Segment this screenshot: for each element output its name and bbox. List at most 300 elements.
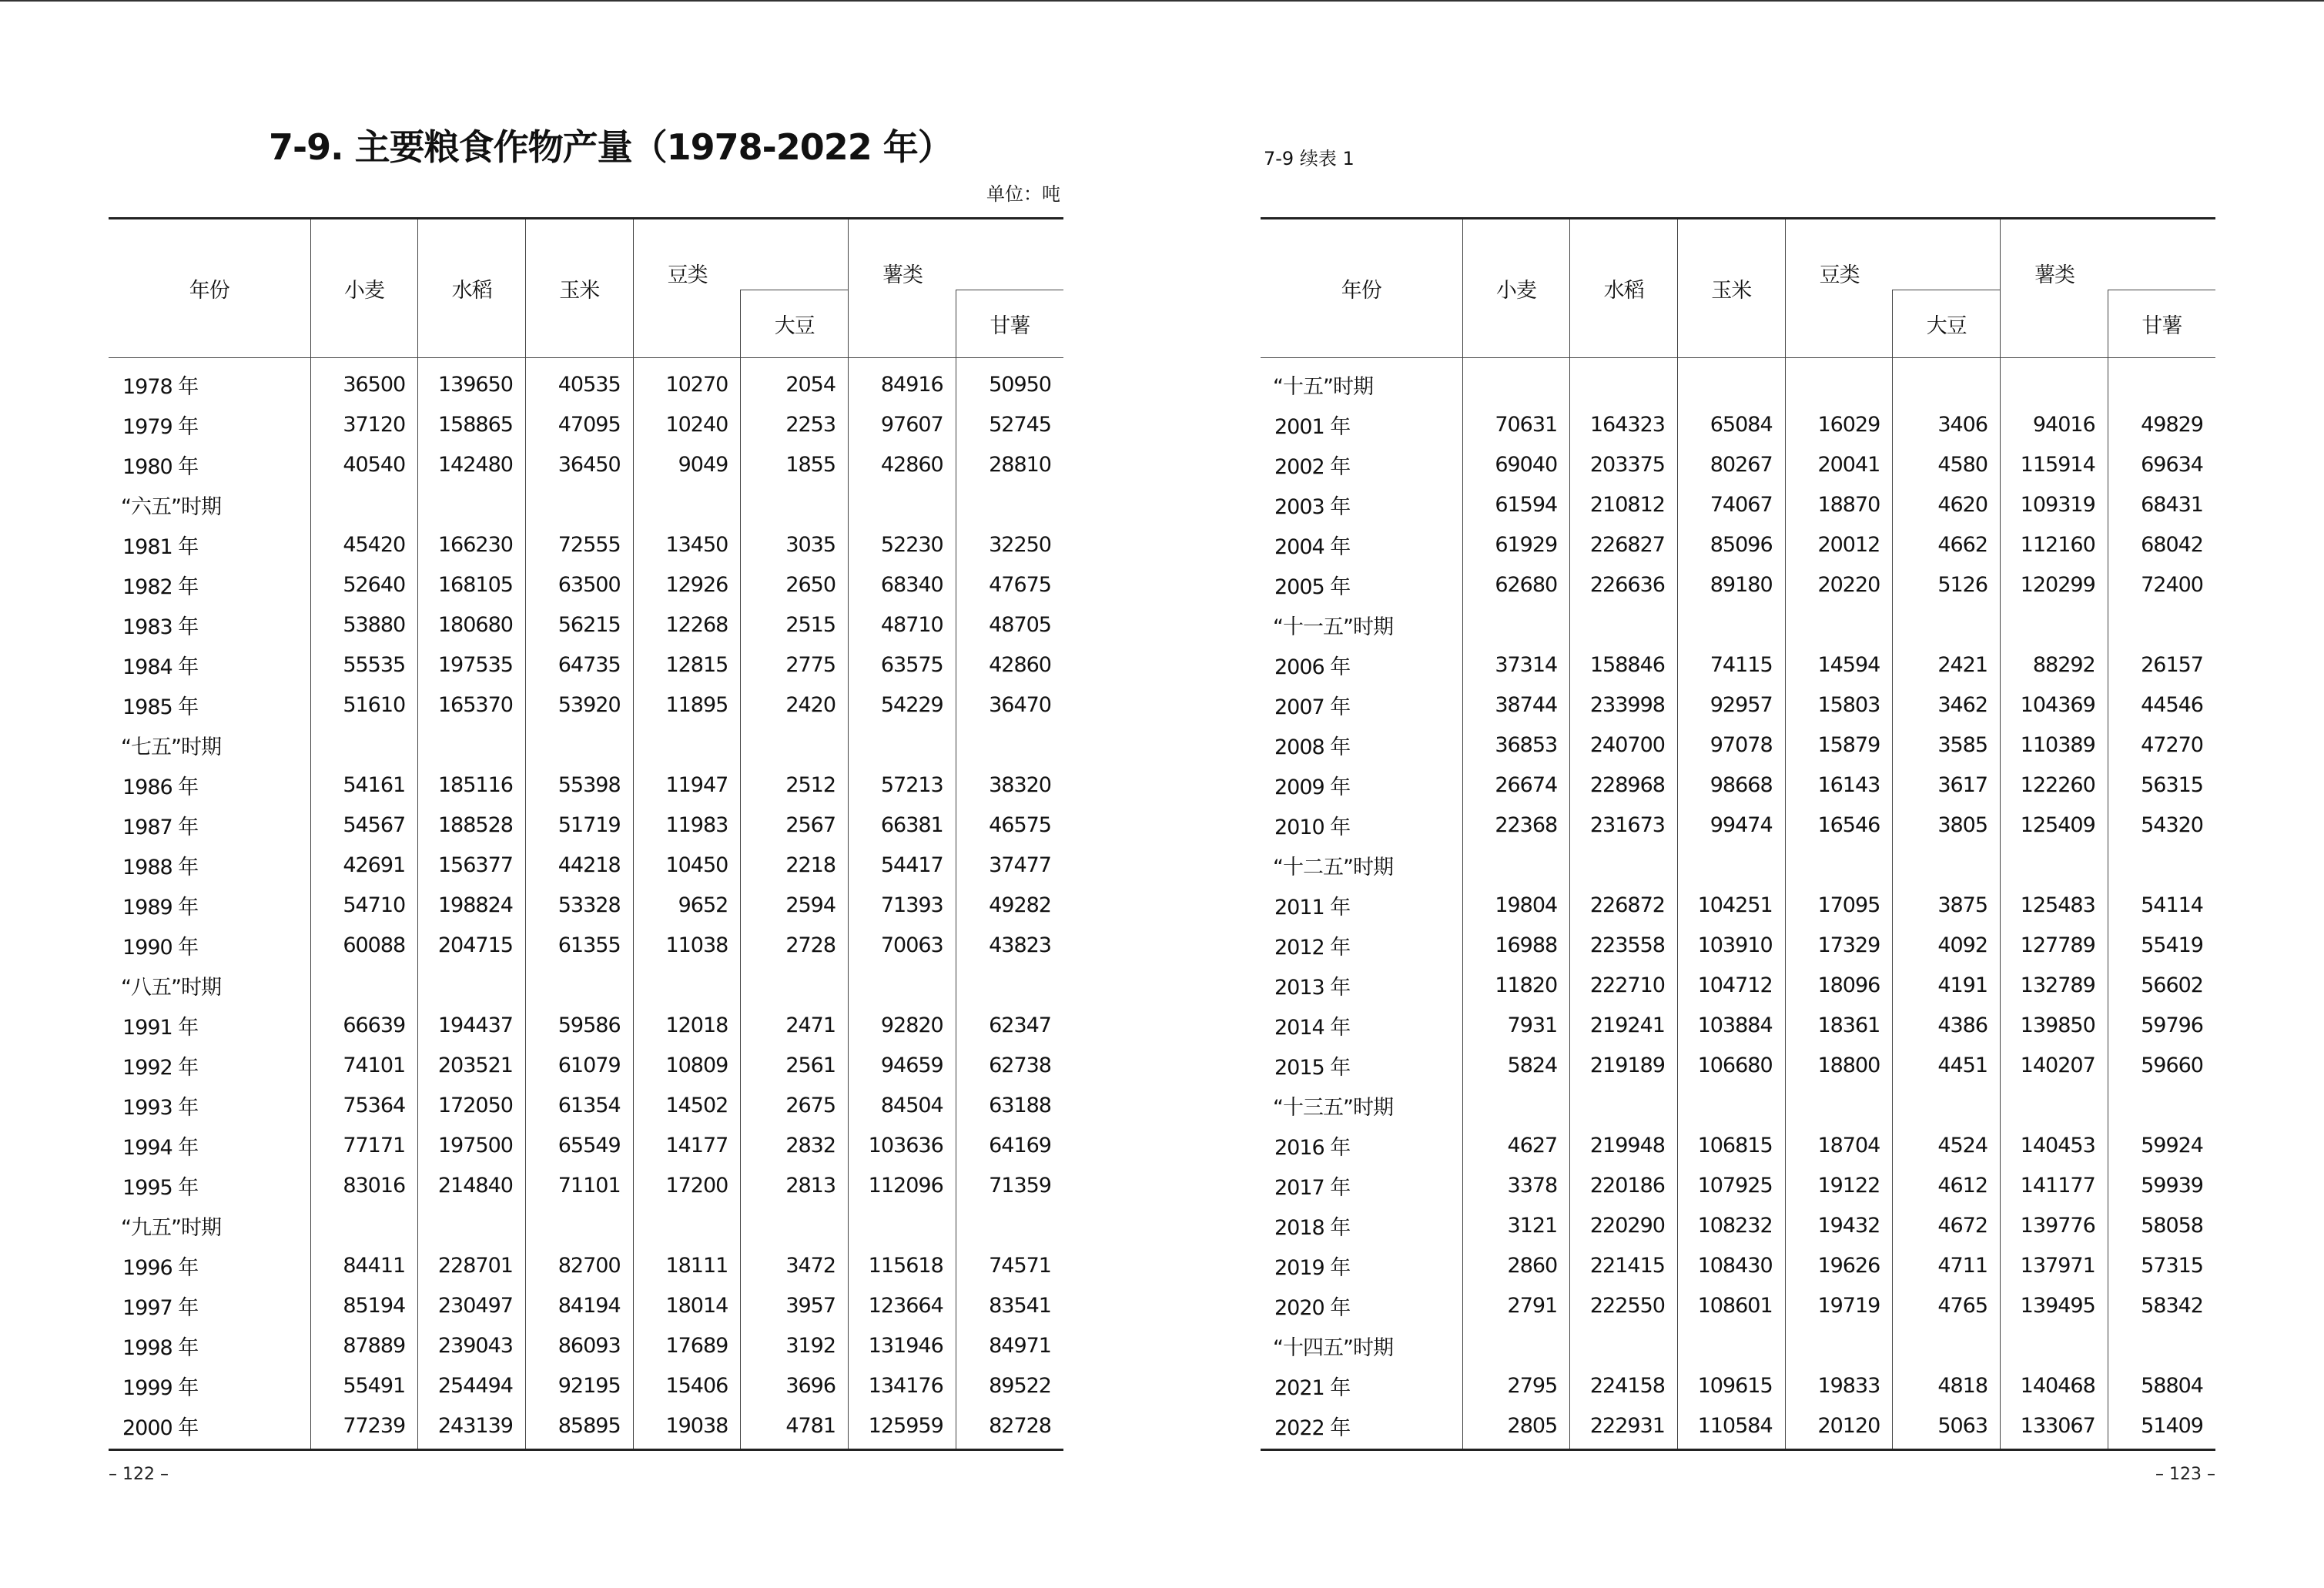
cell-sweet-potato: 49282 [956,885,1063,925]
cell-tubers: 68340 [849,565,956,605]
cell-corn: 107925 [1677,1165,1785,1205]
cell-beans [1785,1325,1893,1365]
cell-tubers: 125483 [2001,885,2108,925]
table-body-left [109,358,1063,1450]
table-row [109,765,1063,805]
cell-beans [1785,845,1893,885]
table-row [109,1045,1063,1085]
cell-tubers: 94659 [849,1045,956,1085]
cell-sweet-potato: 26157 [2108,645,2215,685]
cell-sweet-potato: 82728 [956,1405,1063,1450]
header-tubers-group [2001,219,2215,290]
cell-tubers [2001,358,2108,405]
cell-beans [633,484,741,524]
table-row [1261,484,2215,524]
cell-corn: 55398 [525,765,633,805]
cell-soybean: 4524 [1893,1125,2001,1165]
cell-year: 2020 年 [1274,1295,1351,1320]
cell-soybean: 3875 [1893,885,2001,925]
cell-rice: 142480 [418,444,526,484]
cell-soybean: 3406 [1893,404,2001,444]
cell-rice: 231673 [1570,805,1678,845]
cell-rice: 197500 [418,1125,526,1165]
cell-sweet-potato: 59796 [2108,1005,2215,1045]
period-row [1261,605,2215,645]
cell-beans: 15879 [1785,725,1893,765]
cell-wheat: 55491 [310,1365,418,1405]
cell-rice: 164323 [1570,404,1678,444]
cell-sweet-potato: 44546 [2108,685,2215,725]
cell-tubers: 115618 [849,1245,956,1285]
period-label: “十二五”时期 [1273,855,1393,879]
cell-sweet-potato: 56315 [2108,765,2215,805]
cell-corn: 99474 [1677,805,1785,845]
cell-sweet-potato: 59924 [2108,1125,2215,1165]
cell-corn: 84194 [525,1285,633,1325]
cell-wheat: 45420 [310,524,418,565]
cell-corn: 36450 [525,444,633,484]
cell-tubers: 104369 [2001,685,2108,725]
cell-beans: 15406 [633,1365,741,1405]
table-row [109,1365,1063,1405]
cell-wheat: 42691 [310,845,418,885]
cell-wheat: 62680 [1462,565,1570,605]
cell-corn [1677,1325,1785,1365]
cell-rice: 224158 [1570,1365,1678,1405]
cell-corn [525,965,633,1005]
cell-soybean [1893,845,2001,885]
cell-beans: 19626 [1785,1245,1893,1285]
table-row [1261,1125,2215,1165]
cell-corn: 61354 [525,1085,633,1125]
cell-sweet-potato: 49829 [2108,404,2215,444]
table-row [1261,1245,2215,1285]
cell-rice: 172050 [418,1085,526,1125]
cell-rice: 203521 [418,1045,526,1085]
cell-soybean: 2832 [741,1125,849,1165]
cell-corn: 63500 [525,565,633,605]
cell-tubers: 140453 [2001,1125,2108,1165]
cell-sweet-potato: 46575 [956,805,1063,845]
table-row [109,925,1063,965]
cell-beans: 10450 [633,845,741,885]
cell-soybean: 4620 [1893,484,2001,524]
cell-wheat: 22368 [1462,805,1570,845]
period-row [109,965,1063,1005]
table-row [109,358,1063,405]
cell-sweet-potato: 47675 [956,565,1063,605]
cell-rice: 220290 [1570,1205,1678,1245]
cell-sweet-potato: 43823 [956,925,1063,965]
cell-sweet-potato: 28810 [956,444,1063,484]
table-row [1261,1005,2215,1045]
cell-year: 1990 年 [122,935,199,960]
cell-year: 2006 年 [1274,655,1351,679]
cell-beans: 12268 [633,605,741,645]
cell-beans: 16029 [1785,404,1893,444]
cell-rice: 219241 [1570,1005,1678,1045]
cell-sweet-potato: 42860 [956,645,1063,685]
cell-tubers: 132789 [2001,965,2108,1005]
cell-soybean: 2728 [741,925,849,965]
cell-year: 2001 年 [1274,414,1351,439]
cell-tubers: 66381 [849,805,956,845]
page-number: – 123 – [2155,1465,2215,1484]
cell-corn [1677,358,1785,405]
cell-year: 1993 年 [122,1095,199,1120]
table-row [1261,925,2215,965]
cell-soybean: 2594 [741,885,849,925]
cell-tubers: 115914 [2001,444,2108,484]
cell-rice [418,965,526,1005]
header-beans-group [633,219,848,290]
cell-corn: 65549 [525,1125,633,1165]
cell-year: 2003 年 [1274,494,1351,519]
cell-beans: 17095 [1785,885,1893,925]
table-row [1261,805,2215,845]
cell-beans: 12815 [633,645,741,685]
cell-rice [418,725,526,765]
cell-rice: 180680 [418,605,526,645]
period-label: “十五”时期 [1273,374,1373,399]
cell-sweet-potato [956,725,1063,765]
cell-soybean [1893,1085,2001,1125]
cell-corn: 106680 [1677,1045,1785,1085]
cell-year: 2002 年 [1274,454,1351,479]
cell-soybean [741,484,849,524]
cell-wheat: 70631 [1462,404,1570,444]
cell-corn: 53328 [525,885,633,925]
cell-year: 1996 年 [122,1255,199,1280]
cell-corn: 98668 [1677,765,1785,805]
period-row [1261,845,2215,885]
header-soybean: 大豆 [741,290,849,358]
cell-rice: 156377 [418,845,526,885]
cell-tubers: 103636 [849,1125,956,1165]
cell-rice [1570,358,1678,405]
cell-sweet-potato: 32250 [956,524,1063,565]
cell-wheat [310,484,418,524]
period-label: “十四五”时期 [1273,1335,1393,1360]
cell-wheat: 54710 [310,885,418,925]
cell-year: 1999 年 [122,1375,199,1400]
cell-tubers: 140468 [2001,1365,2108,1405]
cell-sweet-potato: 59939 [2108,1165,2215,1205]
table-row [1261,1165,2215,1205]
cell-soybean: 4451 [1893,1045,2001,1085]
cell-beans [1785,1085,1893,1125]
cell-year: 1981 年 [122,534,199,559]
cell-year: 1979 年 [122,414,199,439]
page-number: – 122 – [109,1465,169,1484]
cell-year: 2009 年 [1274,775,1351,799]
cell-corn: 59586 [525,1005,633,1045]
cell-rice: 219948 [1570,1125,1678,1165]
cell-beans: 18800 [1785,1045,1893,1085]
cell-beans: 20120 [1785,1405,1893,1450]
cell-year: 1991 年 [122,1015,199,1040]
cell-sweet-potato: 51409 [2108,1405,2215,1450]
cell-corn: 97078 [1677,725,1785,765]
grain-output-table-left [109,217,1063,1451]
cell-beans: 14177 [633,1125,741,1165]
cell-tubers: 140207 [2001,1045,2108,1085]
cell-wheat: 77171 [310,1125,418,1165]
cell-beans: 15803 [1785,685,1893,725]
cell-sweet-potato [2108,358,2215,405]
cell-beans: 10270 [633,358,741,405]
cell-soybean [1893,605,2001,645]
table-row [1261,524,2215,565]
cell-sweet-potato: 58804 [2108,1365,2215,1405]
cell-wheat: 55535 [310,645,418,685]
cell-tubers: 70063 [849,925,956,965]
cell-wheat: 11820 [1462,965,1570,1005]
cell-soybean: 3192 [741,1325,849,1365]
table-row [109,524,1063,565]
cell-tubers: 97607 [849,404,956,444]
cell-sweet-potato [2108,845,2215,885]
cell-year: 1978 年 [122,374,199,399]
table-row [1261,765,2215,805]
cell-corn [525,484,633,524]
cell-sweet-potato: 84971 [956,1325,1063,1365]
cell-year: 1980 年 [122,454,199,479]
table-row [1261,1205,2215,1245]
cell-tubers [2001,605,2108,645]
period-row [1261,358,2215,405]
cell-wheat: 69040 [1462,444,1570,484]
table-row [109,1285,1063,1325]
cell-rice [1570,845,1678,885]
cell-beans [633,725,741,765]
cell-sweet-potato [956,965,1063,1005]
cell-corn: 104712 [1677,965,1785,1005]
cell-tubers: 84916 [849,358,956,405]
cell-wheat: 77239 [310,1405,418,1450]
cell-beans: 11895 [633,685,741,725]
cell-corn: 64735 [525,645,633,685]
cell-rice: 239043 [418,1325,526,1365]
header-rice: 水稻 [418,219,526,358]
cell-corn: 74067 [1677,484,1785,524]
period-label: “十三五”时期 [1273,1095,1393,1120]
cell-tubers: 84504 [849,1085,956,1125]
cell-beans [633,965,741,1005]
header-tubers: 薯类 [882,263,923,287]
cell-year: 2016 年 [1274,1135,1351,1160]
cell-beans [1785,605,1893,645]
table-row [1261,1285,2215,1325]
cell-soybean: 4765 [1893,1285,2001,1325]
cell-sweet-potato [2108,1085,2215,1125]
cell-beans: 17200 [633,1165,741,1205]
cell-wheat: 60088 [310,925,418,965]
cell-sweet-potato [956,484,1063,524]
cell-soybean: 4092 [1893,925,2001,965]
cell-beans: 18704 [1785,1125,1893,1165]
cell-soybean: 4711 [1893,1245,2001,1285]
header-soybean: 大豆 [1893,290,2001,358]
cell-rice: 226872 [1570,885,1678,925]
grain-output-table-right [1261,217,2215,1451]
period-label: “十一五”时期 [1273,615,1393,639]
cell-wheat: 85194 [310,1285,418,1325]
cell-year: 2007 年 [1274,695,1351,719]
header-tubers-group [849,219,1063,290]
cell-beans [633,1205,741,1245]
table-row [109,885,1063,925]
cell-wheat: 7931 [1462,1005,1570,1045]
cell-sweet-potato [956,1205,1063,1245]
header-rice: 水稻 [1570,219,1678,358]
cell-wheat: 53880 [310,605,418,645]
cell-sweet-potato: 59660 [2108,1045,2215,1085]
cell-beans: 19432 [1785,1205,1893,1245]
cell-wheat: 4627 [1462,1125,1570,1165]
page-title: 7-9. 主要粮食作物产量（1978-2022 年） [269,126,953,168]
cell-wheat: 3121 [1462,1205,1570,1245]
cell-beans: 12926 [633,565,741,605]
cell-wheat: 52640 [310,565,418,605]
tubers-subcell [2001,290,2108,358]
cell-beans: 20012 [1785,524,1893,565]
cell-beans: 16143 [1785,765,1893,805]
table-row [109,685,1063,725]
cell-corn: 56215 [525,605,633,645]
cell-sweet-potato: 64169 [956,1125,1063,1165]
cell-year: 2018 年 [1274,1215,1351,1240]
cell-tubers: 94016 [2001,404,2108,444]
cell-tubers: 139776 [2001,1205,2108,1245]
period-row [109,1205,1063,1245]
cell-rice: 158865 [418,404,526,444]
cell-year: 2022 年 [1261,1405,1462,1450]
unit-label: 单位：吨 [986,183,1060,205]
cell-year: 2017 年 [1274,1175,1351,1200]
cell-tubers: 88292 [2001,645,2108,685]
cell-soybean: 3696 [741,1365,849,1405]
cell-corn: 108430 [1677,1245,1785,1285]
cell-wheat: 84411 [310,1245,418,1285]
table-body-right [1261,358,2215,1450]
cell-corn: 92957 [1677,685,1785,725]
cell-rice: 214840 [418,1165,526,1205]
table-row [1261,1405,2215,1450]
cell-sweet-potato: 74571 [956,1245,1063,1285]
cell-sweet-potato: 37477 [956,845,1063,885]
cell-rice: 220186 [1570,1165,1678,1205]
cell-wheat: 83016 [310,1165,418,1205]
period-label: “九五”时期 [121,1215,221,1240]
cell-wheat: 2860 [1462,1245,1570,1285]
cell-wheat: 36853 [1462,725,1570,765]
cell-soybean: 5063 [1893,1405,2001,1450]
cell-corn [1677,845,1785,885]
header-beans-group [1785,219,2000,290]
cell-rice: 228968 [1570,765,1678,805]
cell-soybean: 3472 [741,1245,849,1285]
cell-rice: 226827 [1570,524,1678,565]
cell-rice: 223558 [1570,925,1678,965]
cell-beans: 16546 [1785,805,1893,845]
table-row [1261,645,2215,685]
table-row [1261,685,2215,725]
cell-rice: 203375 [1570,444,1678,484]
cell-beans: 18870 [1785,484,1893,524]
cell-corn: 65084 [1677,404,1785,444]
cell-soybean: 3585 [1893,725,2001,765]
cell-rice: 254494 [418,1365,526,1405]
cell-corn: 85096 [1677,524,1785,565]
cell-sweet-potato: 72400 [2108,565,2215,605]
cell-tubers: 125409 [2001,805,2108,845]
table-row [109,1245,1063,1285]
cell-year: 2008 年 [1274,735,1351,759]
cell-tubers [849,965,956,1005]
cell-year: 1997 年 [122,1295,199,1320]
cell-soybean: 2054 [741,358,849,405]
cell-beans: 19122 [1785,1165,1893,1205]
cell-soybean: 3462 [1893,685,2001,725]
cell-corn: 44218 [525,845,633,885]
cell-corn: 47095 [525,404,633,444]
cell-sweet-potato [2108,1325,2215,1365]
cell-rice: 197535 [418,645,526,685]
cell-year: 1989 年 [122,895,199,920]
cell-year: 1982 年 [122,575,199,599]
cell-sweet-potato: 62347 [956,1005,1063,1045]
tubers-subcell [849,290,956,358]
cell-tubers: 57213 [849,765,956,805]
cell-wheat: 2795 [1462,1365,1570,1405]
cell-tubers [849,484,956,524]
cell-wheat: 74101 [310,1045,418,1085]
cell-year: 2000 年 [109,1405,310,1450]
cell-wheat: 54161 [310,765,418,805]
cell-beans: 18111 [633,1245,741,1285]
cell-soybean: 2813 [741,1165,849,1205]
cell-tubers: 112160 [2001,524,2108,565]
cell-beans: 18096 [1785,965,1893,1005]
cell-year: 1983 年 [122,615,199,639]
cell-rice: 228701 [418,1245,526,1285]
cell-wheat: 19804 [1462,885,1570,925]
cell-tubers: 54417 [849,845,956,885]
cell-beans: 19833 [1785,1365,1893,1405]
table-row [109,1085,1063,1125]
cell-rice: 222550 [1570,1285,1678,1325]
cell-year: 2004 年 [1274,534,1351,559]
cell-wheat: 5824 [1462,1045,1570,1085]
table-row [1261,404,2215,444]
cell-rice: 198824 [418,885,526,925]
table-row [1261,1365,2215,1405]
table-row [1261,965,2215,1005]
cell-year: 1995 年 [122,1175,199,1200]
cell-beans: 9652 [633,885,741,925]
period-label: “七五”时期 [121,735,221,759]
header-wheat: 小麦 [1462,219,1570,358]
cell-beans: 14502 [633,1085,741,1125]
cell-beans: 17329 [1785,925,1893,965]
table-row [109,805,1063,845]
cell-corn [1677,605,1785,645]
cell-rice [1570,1085,1678,1125]
cell-soybean [1893,1325,2001,1365]
cell-beans: 12018 [633,1005,741,1045]
cell-wheat [1462,1325,1570,1365]
